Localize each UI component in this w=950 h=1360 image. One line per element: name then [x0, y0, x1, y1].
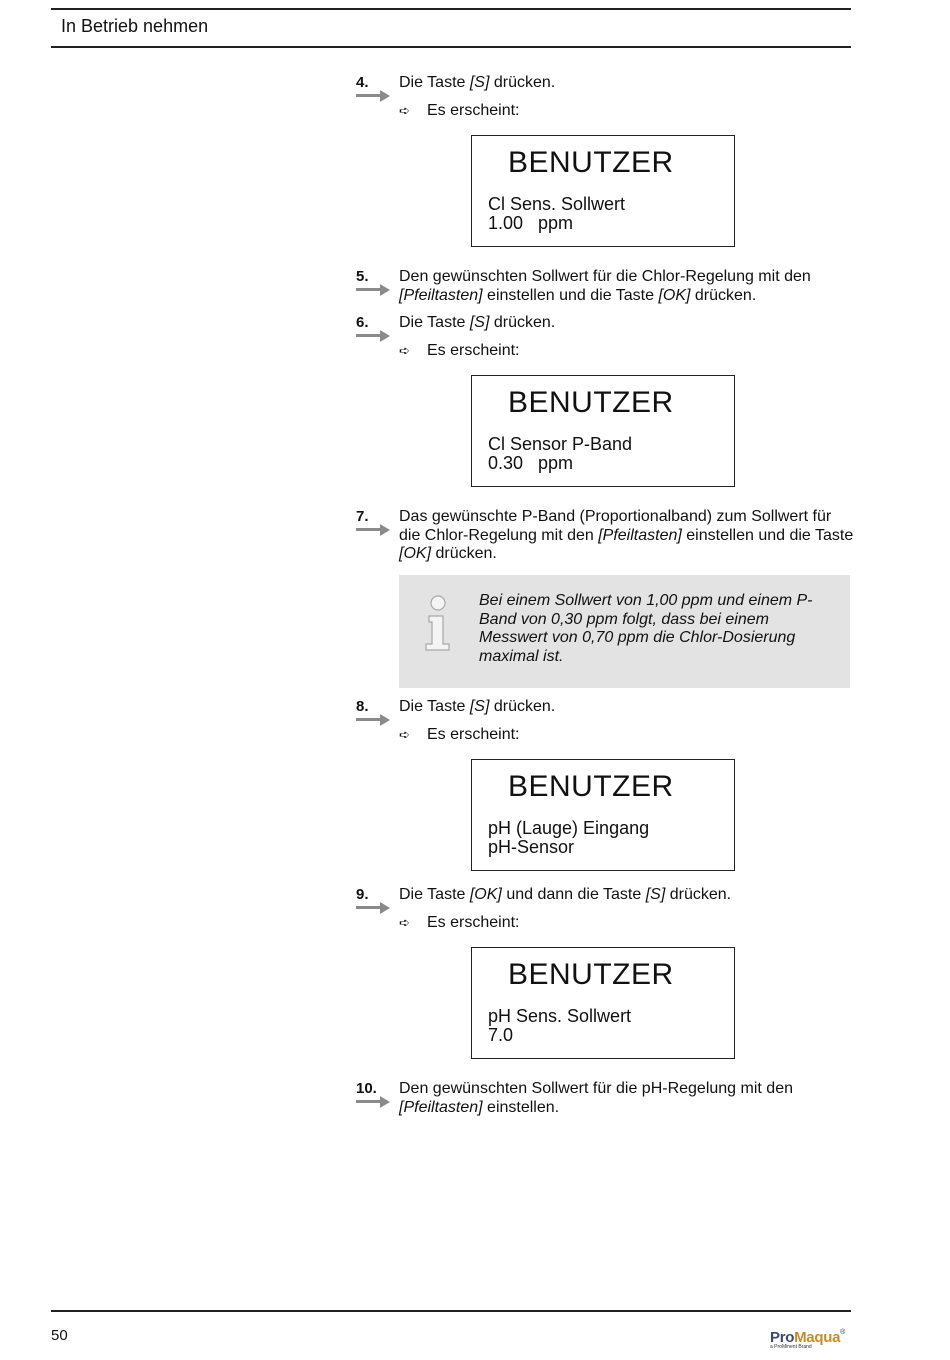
display-box-step-6 — [471, 375, 735, 487]
step-number: 10. — [356, 1080, 377, 1097]
display-title: BENUTZER — [508, 958, 674, 991]
step-arrow-icon — [356, 902, 390, 914]
step-9-result: ➪ Es erscheint: — [399, 914, 520, 931]
step-number: 7. — [356, 508, 369, 525]
step-arrow-icon — [356, 284, 390, 296]
note-text: Bei einem Sollwert von 1,00 ppm und einem P-Band von 0,30 ppm folgt, dass bei einem Messwert von 0,70 ppm die Chlor-Dosierung maximal ist. — [479, 592, 813, 665]
footer-rule — [51, 1310, 851, 1312]
step-arrow-icon — [356, 524, 390, 536]
display-line-1: Cl Sens. Sollwert — [488, 194, 626, 214]
step-text: Das gewünschte P-Band (Proportionalband) zum Sollwert für die Chlor-Regelung mit den [Pfeiltasten] einstellen und die Taste [OK] drücken. — [399, 508, 854, 562]
display-box-step-8 — [471, 759, 735, 871]
page-number: 50 — [51, 1327, 68, 1344]
step-arrow-icon — [356, 714, 390, 726]
display-line-1: pH Sens. Sollwert — [488, 1006, 632, 1026]
step-text: Die Taste [S] drücken. — [399, 74, 556, 91]
display-line-2: 0.30 ppm — [488, 453, 574, 473]
info-note — [399, 575, 850, 688]
display-title: BENUTZER — [508, 770, 674, 803]
result-arrow-icon: ➪ — [399, 915, 410, 930]
result-arrow-icon: ➪ — [399, 727, 410, 742]
header-top-rule — [51, 8, 851, 10]
step-arrow-icon — [356, 1096, 390, 1108]
result-arrow-icon: ➪ — [399, 343, 410, 358]
header-bottom-rule — [51, 46, 851, 48]
display-title: BENUTZER — [508, 386, 674, 419]
step-number: 8. — [356, 698, 369, 715]
display-line-2: 1.00 ppm — [488, 213, 574, 233]
brand-logo: ProMaqua® a ProMinent Brand — [770, 1329, 846, 1350]
step-8-result: ➪ Es erscheint: — [399, 726, 520, 743]
step-number: 9. — [356, 886, 369, 903]
step-6-result: ➪ Es erscheint: — [399, 342, 520, 359]
display-line-2: 7.0 — [488, 1025, 514, 1045]
step-arrow-icon — [356, 330, 390, 342]
step-arrow-icon — [356, 90, 390, 102]
step-number: 4. — [356, 74, 369, 91]
display-line-1: Cl Sensor P-Band — [488, 434, 633, 454]
step-text: Die Taste [S] drücken. — [399, 314, 556, 331]
step-number: 6. — [356, 314, 369, 331]
display-title: BENUTZER — [508, 146, 674, 179]
display-box-step-9 — [471, 947, 735, 1059]
step-text: Die Taste [S] drücken. — [399, 698, 556, 715]
display-box-step-4 — [471, 135, 735, 247]
display-line-2: pH-Sensor — [488, 837, 575, 857]
step-4-result: ➪ Es erscheint: — [399, 102, 520, 119]
step-number: 5. — [356, 268, 369, 285]
step-text: Den gewünschten Sollwert für die pH-Regelung mit den [Pfeiltasten] einstellen. — [399, 1080, 793, 1116]
info-icon — [421, 594, 455, 652]
step-text: Die Taste [OK] und dann die Taste [S] drücken. — [399, 886, 732, 903]
result-arrow-icon: ➪ — [399, 103, 410, 118]
display-line-1: pH (Lauge) Eingang — [488, 818, 650, 838]
step-text: Den gewünschten Sollwert für die Chlor-Regelung mit den [Pfeiltasten] einstellen und die Taste [OK] drücken. — [399, 268, 811, 304]
page-header-title: In Betrieb nehmen — [61, 16, 209, 36]
